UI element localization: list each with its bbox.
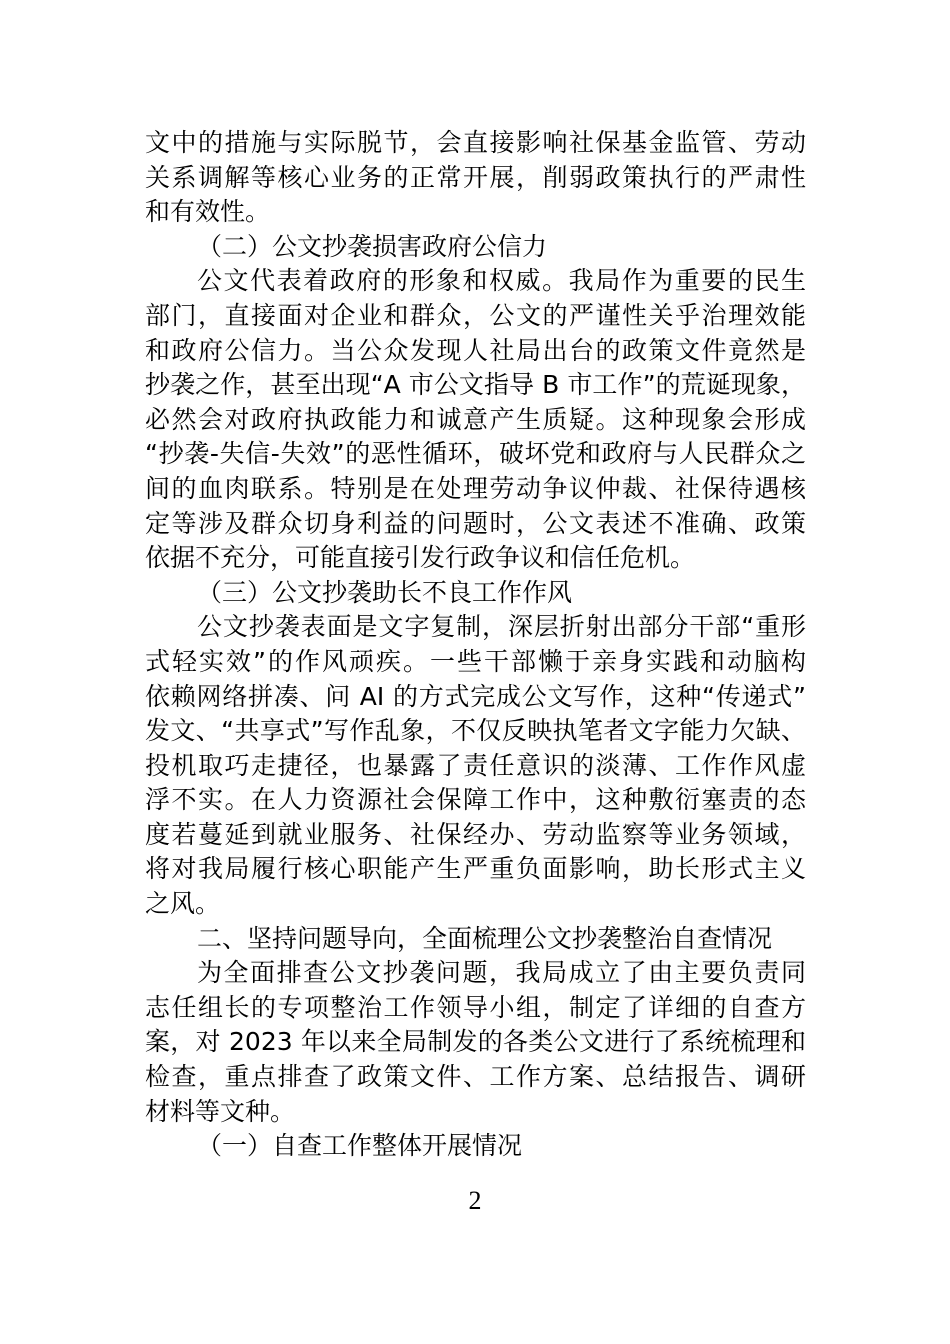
text-line: 案，对 2023 年以来全局制发的各类公文进行了系统梳理和: [145, 1027, 806, 1057]
page-number: 2: [468, 1186, 482, 1215]
text-line: 材料等文种。: [145, 1096, 296, 1126]
text-line: 定等涉及群众切身利益的问题时，公文表述不准确、政策: [145, 508, 806, 538]
paragraph: [145, 610, 806, 921]
text-line: 依赖网络拼凑、问 AI 的方式完成公文写作，这种“传递式”: [145, 681, 806, 711]
text-line: 文中的措施与实际脱节，会直接影响社保基金监管、劳动: [145, 128, 806, 157]
text-line: 将对我局履行核心职能产生严重负面影响，助长形式主义: [145, 854, 806, 884]
text-line: 间的血肉联系。特别是在处理劳动争议仲裁、社保待遇核: [145, 473, 806, 503]
paragraph: [145, 956, 806, 1129]
text-line: 关系调解等核心业务的正常开展，削弱政策执行的严肃性: [145, 162, 806, 192]
text-line: “抄袭-失信-失效”的恶性循环，破坏党和政府与人民群众之: [145, 439, 806, 469]
text-line: 式轻实效”的作风顽疾。一些干部懒于亲身实践和动脑构: [145, 646, 806, 676]
text-line: 投机取巧走捷径，也暴露了责任意识的淡薄、工作作风虚: [145, 750, 806, 780]
section-heading: [145, 576, 806, 611]
section-heading: [145, 1129, 806, 1164]
text-line: 为全面排查公文抄袭问题，我局成立了由主要负责同: [197, 958, 806, 988]
text-line: （三）公文抄袭助长不良工作作风: [197, 577, 573, 607]
section-heading: [145, 230, 806, 265]
text-line: 志任组长的专项整治工作领导小组，制定了详细的自查方: [145, 992, 806, 1022]
text-line: 公文代表着政府的形象和权威。我局作为重要的民生: [197, 266, 806, 296]
text-line: 必然会对政府执政能力和诚意产生质疑。这种现象会形成: [145, 404, 806, 434]
text-line: 之风。: [145, 889, 221, 919]
text-line: 浮不实。在人力资源社会保障工作中，这种敷衍塞责的态: [145, 785, 806, 815]
document-body: [145, 126, 806, 1164]
text-line: 抄袭之作，甚至出现“A 市公文指导 B 市工作”的荒诞现象，: [145, 370, 806, 400]
text-line: 检查，重点排查了政策文件、工作方案、总结报告、调研: [145, 1062, 806, 1092]
text-line: 依据不充分，可能直接引发行政争议和信任危机。: [145, 543, 696, 573]
text-line: 公文抄袭表面是文字复制，深层折射出部分干部“重形: [197, 612, 806, 642]
text-line: （一）自查工作整体开展情况: [197, 1131, 523, 1161]
text-line: （二）公文抄袭损害政府公信力: [197, 231, 548, 261]
text-line: 和有效性。: [145, 197, 271, 227]
paragraph: [145, 126, 806, 230]
paragraph: [145, 264, 806, 575]
text-line: 二、坚持问题导向，全面梳理公文抄袭整治自查情况: [197, 923, 773, 953]
section-heading: [145, 922, 806, 957]
text-line: 度若蔓延到就业服务、社保经办、劳动监察等业务领域，: [145, 819, 806, 849]
text-line: 和政府公信力。当公众发现人社局出台的政策文件竟然是: [145, 335, 806, 365]
text-line: 发文、“共享式”写作乱象，不仅反映执笔者文字能力欠缺、: [145, 716, 806, 746]
text-line: 部门，直接面对企业和群众，公文的严谨性关乎治理效能: [145, 300, 806, 330]
